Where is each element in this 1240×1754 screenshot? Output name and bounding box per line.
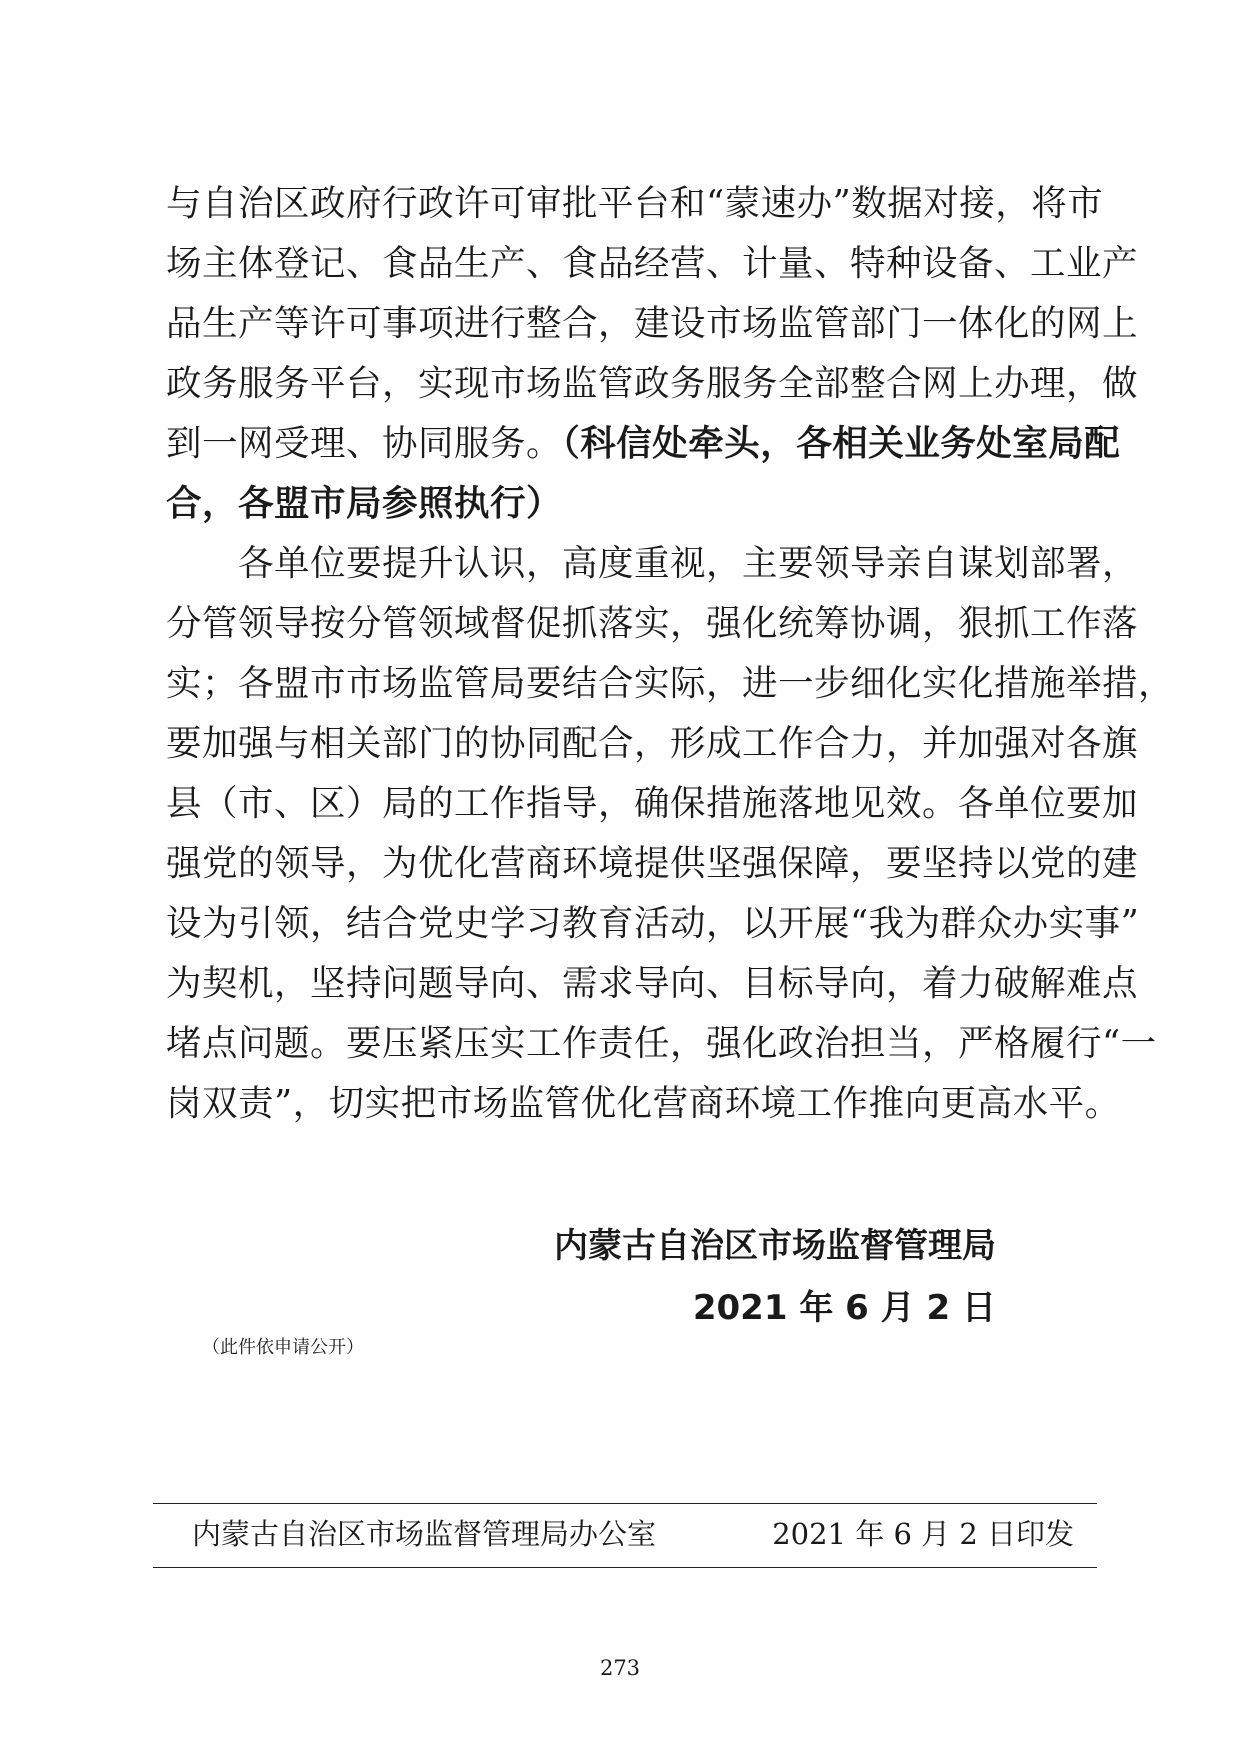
paragraph1-line-3: 品生产等许可事项进行整合，建设市场监管部门一体化的网上: [166, 303, 1139, 344]
footer-bottom-rule: [153, 1567, 1097, 1568]
paragraph1-line-2: 场主体登记、食品生产、食品经营、计量、特种设备、工业产: [166, 243, 1139, 284]
paragraph2-line-9: 堵点问题。要压紧压实工作责任，强化政治担当，严格履行“一: [166, 1023, 1157, 1064]
disclosure-note: （此件依申请公开）: [202, 1337, 364, 1358]
paragraph2-line-7: 设为引领，结合党史学习教育活动，以开展“我为群众办实事”: [166, 903, 1140, 944]
signature-date: 2021 年 6 月 2 日: [692, 1288, 996, 1328]
paragraph1-line-1: 与自治区政府行政许可审批平台和“蒙速办”数据对接，将市: [166, 183, 1104, 224]
paragraph2-line-10: 岗双责”，切实把市场监管优化营商环境工作推向更高水平。: [166, 1083, 1121, 1124]
paragraph1-line-6: [166, 476, 1072, 532]
footer-issue-date: 2021 年 6 月 2 日印发: [772, 1517, 1074, 1551]
paragraph1-line-4: 政务服务平台，实现市场监管政务服务全部整合网上办理，做: [166, 363, 1139, 404]
paragraph2-line-8: 为契机，坚持问题导向、需求导向、目标导向，着力破解难点: [166, 963, 1139, 1004]
signature-organization: 内蒙古自治区市场监督管理局: [554, 1226, 996, 1266]
paragraph2-line-3: 实；各盟市市场监管局要结合实际，进一步细化实化措施举措，: [166, 663, 1175, 704]
paragraph2-line-1: 各单位要提升认识，高度重视，主要领导亲自谋划部署，: [166, 543, 1139, 584]
paragraph1-line-6-bold: 合，各盟市局参照执行）: [166, 483, 563, 524]
paragraph2-line-5: 县（市、区）局的工作指导，确保措施落地见效。各单位要加: [166, 783, 1139, 824]
footer-office: 内蒙古自治区市场监督管理局办公室: [192, 1517, 657, 1551]
paragraph1-line-5: [166, 416, 1121, 472]
footer-top-rule: [153, 1503, 1097, 1504]
paragraph2-line-2: 分管领导按分管领域督促抓落实，强化统筹协调，狠抓工作落: [166, 603, 1139, 644]
paragraph2-line-6: 强党的领导，为优化营商环境提供坚强保障，要坚持以党的建: [166, 843, 1139, 884]
paragraph1-line-5-plain: 到一网受理、协同服务。: [166, 423, 563, 464]
paragraph2-line-4: 要加强与相关部门的协同配合，形成工作合力，并加强对各旗: [166, 723, 1139, 764]
paragraph1-line-5-bold: （科信处牵头，各相关业务处室局配: [562, 423, 1121, 464]
page-number: 273: [599, 1656, 641, 1680]
